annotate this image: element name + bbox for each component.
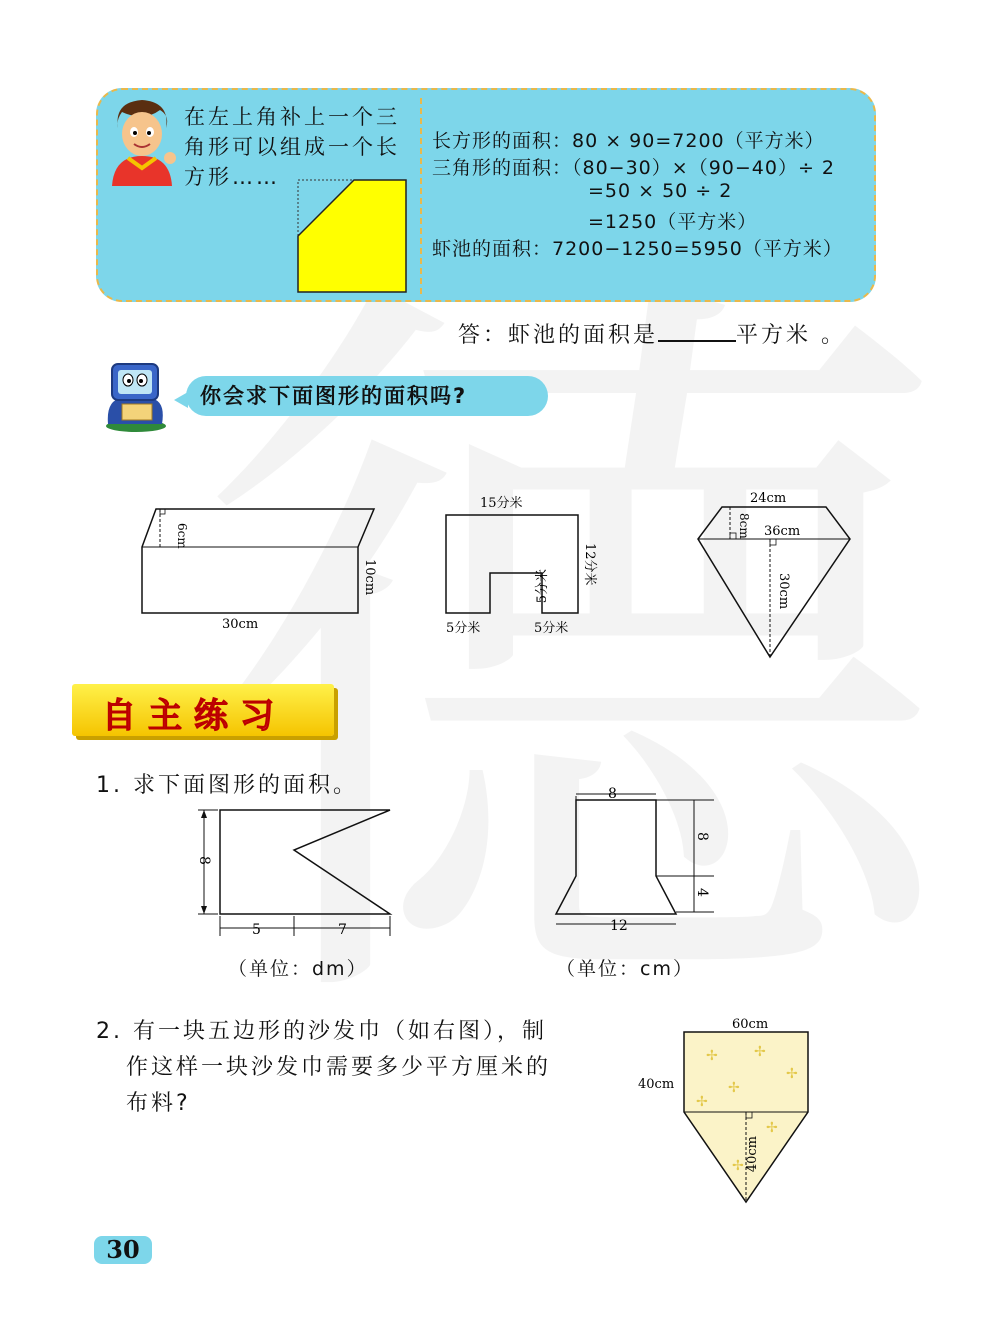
diamond-height-label: 30cm: [776, 573, 791, 610]
svg-text:✢: ✢: [754, 1044, 766, 1060]
q1-fig1-height-label: 8: [196, 856, 212, 865]
answer-blank[interactable]: [658, 320, 736, 342]
q2-line-1: 2. 有一块五边形的沙发巾（如右图），制: [96, 1019, 547, 1044]
u-shape-figure: [446, 495, 598, 636]
svg-text:✢: ✢: [786, 1066, 798, 1082]
hint-text: 在左上角补上一个三角形可以组成一个长方形……: [184, 105, 400, 189]
u-right-label: 12分米: [582, 543, 597, 586]
u-top-label: 15分米: [480, 496, 523, 511]
answer-line: [458, 318, 846, 349]
triangle-area-line: 三角形的面积：（80−30）×（90−40）÷ 2: [432, 157, 836, 179]
rect-area-line: 长方形的面积：80 × 90=7200（平方米）: [432, 130, 825, 152]
hint-panel: [96, 88, 876, 302]
q1-fig2-bottom-label: 12: [610, 918, 628, 934]
svg-text:✢: ✢: [706, 1048, 718, 1064]
q2-line-2: 作这样一块沙发巾需要多少平方厘米的: [126, 1055, 552, 1080]
page-number: 30: [94, 1236, 152, 1264]
para-base-label: 30cm: [222, 617, 259, 632]
triangle-step-1: =50 × 50 ÷ 2: [588, 180, 733, 202]
boy-avatar-icon: [104, 98, 180, 188]
svg-text:✢: ✢: [766, 1120, 778, 1136]
para-top-height-label: 6cm: [175, 523, 189, 549]
complete-rectangle-figure: [296, 178, 408, 296]
diamond-figure: [698, 491, 850, 657]
para-rect-figure: [142, 509, 377, 632]
computer-mascot-icon: [100, 360, 170, 432]
q1-figures: [190, 786, 710, 940]
diamond-small-height-label: 8cm: [737, 513, 751, 539]
q2-line-3: 布料?: [126, 1091, 191, 1116]
svg-text:✢: ✢: [732, 1158, 744, 1174]
sofa-width-label: 60cm: [732, 1017, 769, 1032]
q1-figure-1: [196, 810, 390, 938]
diamond-top-label: 24cm: [750, 491, 787, 506]
q1-fig2-top-label: 8: [608, 786, 617, 802]
section-title: [72, 684, 334, 736]
u-right-foot-label: 5分米: [534, 621, 569, 636]
q1-fig1-unit: （单位：dm）: [228, 958, 368, 980]
para-height-label: 10cm: [362, 559, 377, 596]
q1-fig1-left-label: 5: [252, 922, 261, 938]
triangle-step-2: =1250（平方米）: [588, 211, 758, 233]
answer-prefix: 答：虾池的面积是: [458, 323, 659, 348]
q1-text: 1. 求下面图形的面积。: [96, 773, 358, 798]
u-inner-label: 5分米: [535, 569, 550, 604]
u-left-foot-label: 5分米: [446, 621, 481, 636]
svg-text:✢: ✢: [728, 1080, 740, 1096]
sofa-side-label: 40cm: [638, 1077, 675, 1092]
example-figures: [130, 485, 890, 665]
pond-area-line: 虾池的面积：7200−1250=5950（平方米）: [432, 238, 843, 260]
q1-figure-2: [556, 786, 714, 934]
answer-suffix: 平方米 。: [736, 323, 847, 348]
q1-fig1-right-label: 7: [338, 922, 347, 938]
sofa-point-label: 40cm: [745, 1136, 760, 1173]
question-bubble: 你会求下面图形的面积吗?: [186, 376, 548, 416]
panel-divider: [420, 98, 422, 294]
section-title-text: 自主练习: [102, 696, 286, 736]
q1-fig2-unit: （单位：cm）: [556, 958, 694, 980]
svg-text:✢: ✢: [696, 1094, 708, 1110]
q1-fig2-lower-label: 4: [694, 888, 710, 897]
diamond-width-label: 36cm: [764, 524, 801, 539]
q1-fig2-upper-label: 8: [694, 832, 710, 841]
sofa-towel-figure: [636, 1012, 816, 1204]
